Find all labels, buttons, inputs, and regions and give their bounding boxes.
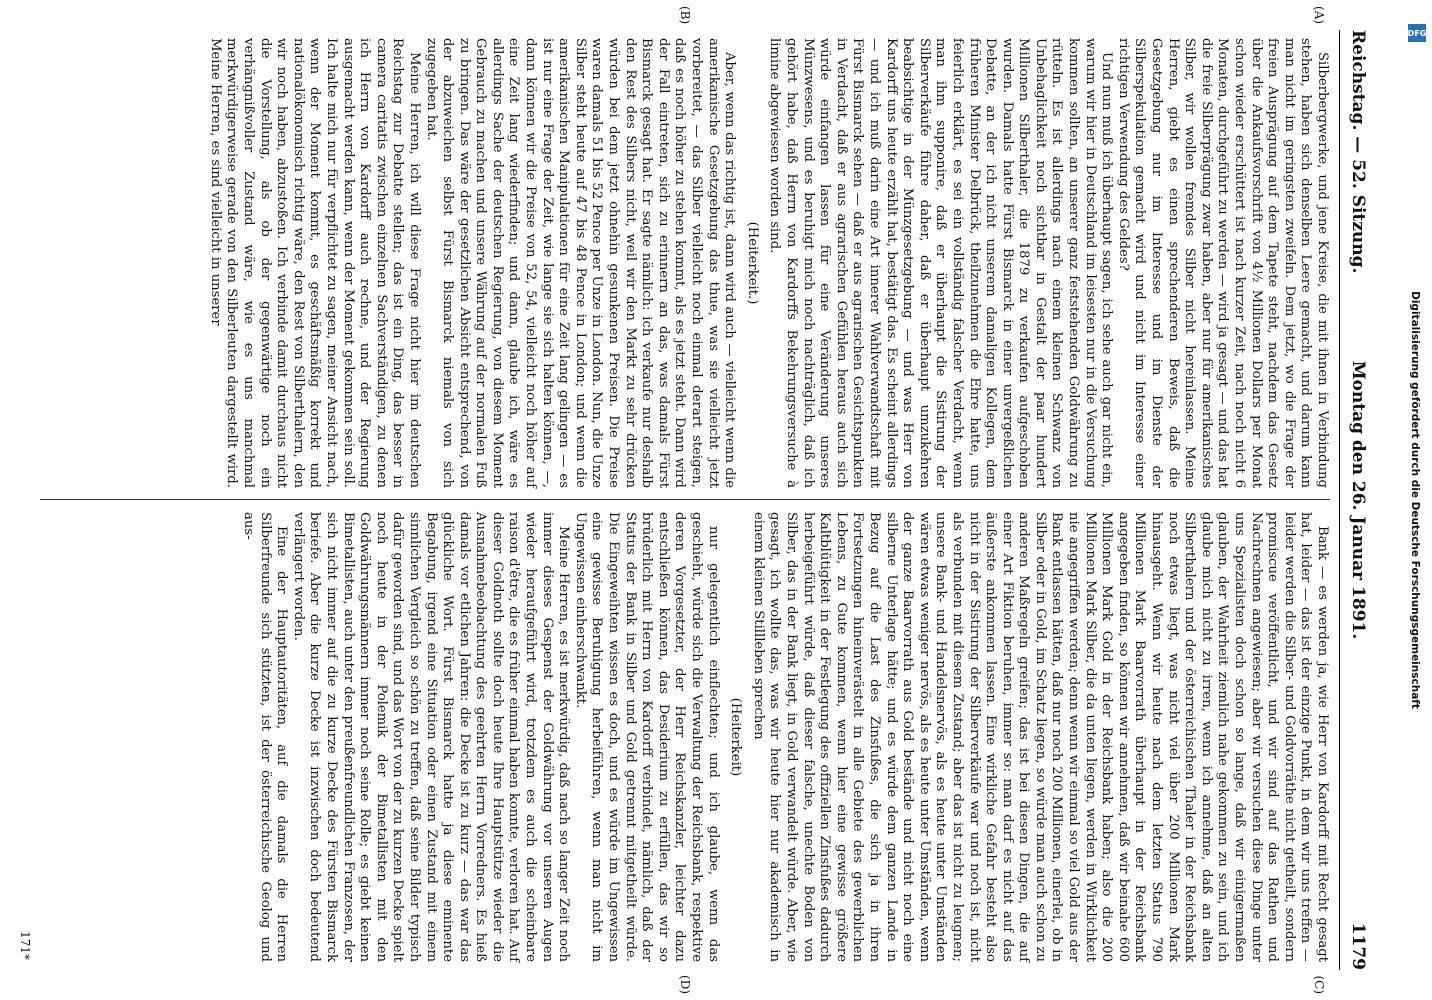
paragraph: Bank — es werden ja, wie Herr von Kardorff mit Recht gesagt hat, leider — das ist der einzige Punkt, in dem wir uns treffen — leider werden die Silber- und Goldvorräthe nicht getheilt, sondern promiscue veröffentlicht, und wir sind auf das Rathen und Nachrechnen angewiesen; aber wir versuchen diese Dinge unter uns Spezialisten doch schon so lange, daß wir einigermaßen glauben, der Wahrheit ziemlich nahe gekommen zu sein, und ich glaube mich nicht zu irren, wenn ich annehme, daß an alten Silberthalern und der österreichischen Thaler in der Reichsbank noch etwas liegt, was nicht viel über 200 Millionen Mark hinausgeht. Wenn wir heute nach dem letzten Status 790 Millionen Mark Baarvorrath überhaupt in der Reichsbank angegeben finden, so können wir annehmen, daß wir beinahe 600 Millionen Mark Gold in der Reichsbank haben; also die 200 Millionen Mark Silber, die da unten liegen, werden in Wirklichkeit nie angegriffen werden; denn wenn wir einmal so viel Gold aus der Bank entlassen hätten, daß nur noch 200 Millionen, einerlei, ob in Silber oder in Gold, im Schatz liegen, so würde man auch schon zu anderen Maßregeln greifen; das ist bei diesen Dingen, die auf einer Art Fiktion beruhen, immer so: man darf es nicht auf das äußerste ankommen lassen. Eine wirkliche Gefahr besteht also nicht in der Sistirung der Silberverkäufe war und noch ist, nicht als verbunden mit diesem Zustand; aber das ist nicht zu leugnen; unsere Bank- und Handelsnervös, als es heute unter Umständen wären etwas weniger nervös, als es heute unter Umständen, wenn der ganze Baarvorrath aus Gold bestände und nicht noch eine silberne Unterlage hätte; und es würde dem ganzen Lande in Bezug auf die Last des Zinsfußes, die sich ja in ihren Fortsetzungen hineinverästelt in alle Gebiete des gewerblichen Lebens, zu Gute kommen, wenn hier eine gewisse größere Kaltblütigkeit in der Festlegung des offiziellen Zinsfußes dadurch herbeigeführt würde, daß dieser falsche, unechte Boden von Silber, das in der Bank liegt, in Gold verwandelt würde. Aber, wie gesagt, ich wollte das, was wir heute hier nur akademisch in einem kleinen Stillleben sprechen bbox=[750, 512, 1330, 962]
margin-mark-a: (A) bbox=[1312, 6, 1326, 25]
interjection: (Heiterkeit.) bbox=[744, 221, 760, 305]
paragraph: Meine Herren, es ist merkwürdig, daß nach so langer Zeit noch immer dieses Gespenst der Goldwährung vor unseren Augen wieder heraufgeführt wird, trotzdem es auch die scheinbare raison d'être, die es früher einmal haben konnte, verloren hat. Auf dieser Goldnoth sollte doch heute Ihre Hauptstütze wieder die Ausnahmebeobachtung des geehrten Herrn Vorredners. Es hieß damals vor etlichen Jahren: die Decke ist zu kurz — das war das glückliche Wort. Fürst Bismarck hatte ja diese eminente Begabung, irgend eine Situation oder einen Zustand mit einem sinnlichen Vergleich so schön zu treffen, daß seine Bilder typisch dafür geworden sind, und das Wort von der zu kurzen Decke spielt noch heute in der Polemik der Bimetallisten mit den Goldwährungsmännern immer noch seine Rolle; es giebt keinen Bimetallisten, auch unter den preußenfreundlichen Franzosen, der sich nicht immer auf die zu kurze Decke des Fürsten Bismarck beriefe. Aber die kurze Decke ist inzwischen doch bedeutend verlängert worden. bbox=[290, 512, 572, 962]
signature-mark: 171* bbox=[18, 931, 32, 960]
paragraph: Silberbergwerke, und jene Kreise, die mit ihnen in Verbindung stehen, haben sich denselben Leere gemacht, und darum kann man nicht im geringsten zweifeln. Dem jetzt, wo die Frage der freien Ausprägung auf dem Tapete steht, nachdem das Gesetz über die Ankaufsvorschrift von 4½ Millionen Dollars per Monat schon wieder erschüttert ist nach kurzer Zeit, nach noch nicht 6 Monaten, durchgeführt zu werden — wird ja gesagt — und das hat die freie Silberprägung zwar haben, aber nur für amerikanisches Silber, wir wollen fremdes Silber nicht hereinlassen. Meine Herren, giebt es einen sprechenderen Beweis, daß die Gesetzgebung nur im Interesse und im Dienste der Silberspekulation gemacht wird und nicht im Interesse einer richtigen Verwendung des Geldes? bbox=[1115, 38, 1330, 488]
interjection: (Heiterkeit) bbox=[728, 697, 744, 777]
paragraph: Aber, wenn das richtig ist, dann wird auch — vielleicht wenn die amerikanische Gesetzgebung das thue, was sie vielleicht jetzt vorbereitet, — das Silber vielleicht noch einmal derart steigen, daß es noch höher zu stehen kommt, als es jetzt steht. Dann wird der Fall eintreten, sich zu erinnern an das, was damals Fürst Bismarck gesagt hat. Er sagte nämlich: ich verkaufe nur deshalb den Rest des Silbers nicht, weil wir den Markt zu sehr drücken würden bei dem jetzt ohnehin gesunkenen Preisen. Die Preise waren damals 51 bis 52 Pence per Unze in London. Nun, die Unze Silber steht heute auf 47 bis 48 Pence in London; und wenn die amerikanischen Manipulationen für eine Zeit lang gelingen — es ist nur eine Frage der Zeit, wie lange sie sich halten können, —, dann können wir die Preise von 52, 54, vielleicht noch höher auf eine Zeit lang wiederfinden; und dann, glaube ich, wäre es allerdings Sache der deutschen Regierung, von diesem Moment Gebrauch zu machen und unsere Währung auf der normalen Fuß zu bringen. Das wäre der gesetzlichen Absicht entsprechend, von der abzuweichen selbst Fürst Bismarck niemals von sich zugegeben hat. bbox=[423, 38, 738, 488]
column-divider bbox=[40, 499, 1330, 500]
header-date: Montag den 26. Januar 1891. bbox=[1348, 360, 1368, 640]
digitization-credit bbox=[1402, 40, 1428, 960]
margin-mark-d: (D) bbox=[678, 975, 692, 994]
header-left: Reichstag. — 52. Sitzung. bbox=[1348, 30, 1368, 274]
credit-text: Digitalisierung gefördert durch die Deutsche Forschungsgemeinschaft bbox=[1409, 291, 1421, 709]
paragraph: Eine der Hauptautoritäten, auf die damals die Herren Silberfreunde sich stützten, ist der österreichische Geolog und aus- bbox=[241, 512, 290, 962]
paragraph: Und nun muß ich überhaupt sagen, ich sehe auch gar nicht ein, warum wir hier in Deutschland im leisesten nur in die Versuchung kommen sollten, an unserer ganz feststehenden Goldwährung zu rütteln. Es ist allerdings nach einem kleinen Schwanz von Unbehaglichkeit noch sichtbar in Gestalt der paar hundert Millionen Silberthaler, die 1879 zu verkaufen aufgeschoben wurden. Damals hatte Fürst Bismarck in einer unvergeßlichen Debatte, an der ich nicht unserem damaligen Kollegen, dem früheren Minister Delbrück, theilzunehmen die Ehre hatte, uns feierlich erklärt, es sei ein vollständig falscher Verdacht, wenn man ihm supponire, daß er überhaupt die Sistirung der Silberverkäufe führe daher, daß er überhaupt umzukehren beabsichtige in der Münzgesetzgebung — und was Herr von Kardorff uns heute erzählt hat, bestätigt das. Es scheint allerdings — und ich muß darin eine Art innerer Wahlverwandtschaft mit Fürst Bismarck sehen — daß er aus agrarischen Gesichtspunkten in Verdacht, daß er aus agrarischen Gefühlen heraus auch sich würde einfangen lassen für eine Veränderung unseres Münzwesens, und es beruhigt mich noch nachträglich, daß ich gehört habe, daß Herrn von Kardorffs Bekehrungsversuche à limine abgewiesen worden sind. bbox=[767, 38, 1115, 488]
dfg-logo: DFG bbox=[1408, 24, 1426, 42]
left-column bbox=[206, 38, 1330, 488]
page-number: 1179 bbox=[1348, 922, 1368, 970]
paragraph: Meine Herren, ich will diese Frage nicht hier im deutschen Reichstag zur Debatte stellen; das ist ein Ding, das besser in camera caritatis zwischen einzelnen Sachverständigen, zu denen ich Herrn von Kardorff auch rechne, und der Regierung ausgemacht werden kann, wenn der Moment gekommen sein soll. Ich halte mich nur für verpflichtet zu sagen, meiner Ansicht nach, wenn der Moment kommt, es geschäftsmäßig korrekt und nationalökonomisch richtig wäre, den Rest von Silberthalern, den wir noch haben, abzustoßen. Ich verbinde damit durchaus nicht die Vorstellung, als ob der gegenwärtige noch ein verhängnißvoller Zustand wäre, wie es uns manchmal merkwürdigerweise gerade von den Silberleuten dargestellt wird. Meine Herren, es sind vielleicht in unserer bbox=[207, 38, 422, 488]
paragraph: nur gelegentlich einflechten; und ich glaube, wenn das geschieht, würde sich die Verwaltung der Reichsbank, respektive deren Vorgesetzter, der Herr Reichskanzler, leichter dazu entschließen können, das Desiderium zu erfüllen, das wir so brüderlich mit Herrn von Kardorff verbindet, nämlich, daß der Status der Bank in Silber und Gold getrennt mitgetheilt würde. Die Eingeweihten wissen es doch, und es würde im Ungewissen eine gewisse Beruhigung herbeiführen, wenn man nicht im Ungewissen einherschwankt. bbox=[572, 512, 721, 962]
right-column bbox=[239, 512, 1330, 962]
margin-mark-b: (B) bbox=[678, 6, 692, 25]
margin-mark-c: (C) bbox=[1312, 975, 1326, 994]
running-header bbox=[1339, 30, 1374, 970]
